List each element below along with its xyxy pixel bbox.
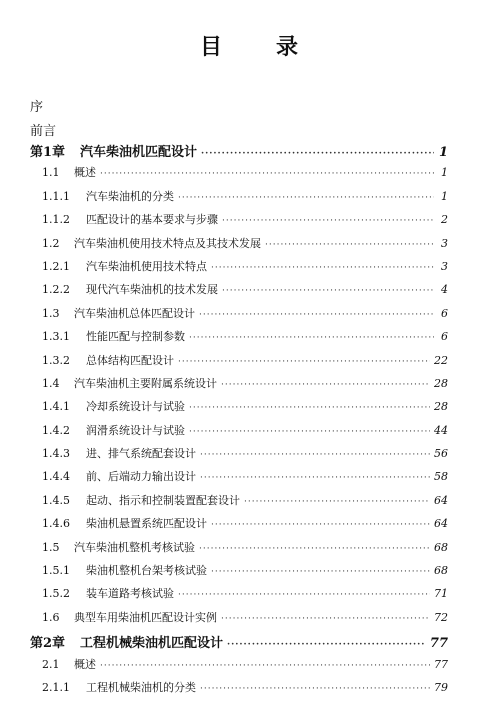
toc-chapter-entry[interactable] [30, 141, 448, 164]
toc-dot-leader [221, 614, 430, 624]
toc-subsection-entry[interactable] [30, 352, 448, 375]
toc-entry-title: 柴油机悬置系统匹配设计 [86, 517, 207, 531]
title-char-1: 目 [199, 34, 222, 60]
toc-entry-number: 1.4.5 [42, 493, 70, 507]
toc-entry-number: 1.5 [42, 540, 60, 554]
toc-entry-page: 22 [434, 353, 448, 367]
toc-entry-page: 68 [434, 540, 448, 554]
toc-entry-title: 汽车柴油机匹配设计 [80, 145, 198, 160]
toc-entry-number: 1.4.2 [42, 423, 70, 437]
toc-entry-page: 72 [434, 610, 448, 624]
toc-dot-leader [100, 661, 430, 671]
toc-entry-title: 进、排气系统配套设计 [86, 447, 196, 461]
toc-entry-page: 1 [441, 166, 448, 180]
toc-entry-page: 44 [434, 423, 448, 437]
toc-section-entry[interactable] [30, 609, 448, 632]
toc-entry-page: 64 [434, 493, 448, 507]
toc-entry-title: 前、后端动力输出设计 [86, 470, 196, 484]
toc-entry-number: 1.5.1 [42, 564, 70, 578]
toc-dot-leader [100, 169, 434, 179]
toc-subsection-entry[interactable] [30, 422, 448, 445]
toc-dot-leader [178, 193, 434, 203]
toc-entry-title: 冷却系统设计与试验 [86, 400, 185, 414]
toc-entry-number: 1.3.1 [42, 330, 70, 344]
toc-entry-number: 1.6 [42, 610, 60, 624]
toc-entry-number: 第2章 [30, 636, 66, 652]
toc-entry-page: 28 [434, 376, 448, 390]
toc-dot-leader [178, 357, 430, 367]
toc-entry-page: 77 [434, 657, 448, 671]
toc-entry-page: 77 [429, 636, 448, 652]
title-char-2: 录 [276, 34, 299, 60]
toc-entry-title: 润滑系统设计与试验 [86, 423, 185, 437]
toc-entry-page: 2 [441, 213, 448, 227]
toc-entry-title: 现代汽车柴油机的技术发展 [86, 283, 218, 297]
toc-dot-leader [227, 640, 426, 650]
toc-entry-number: 1.4.3 [42, 447, 70, 461]
toc-entry-title: 工程机械柴油机的分类 [86, 680, 196, 694]
toc-dot-leader [200, 684, 430, 694]
toc-entry-number: 1.3 [42, 306, 60, 320]
toc-dot-leader [265, 240, 434, 250]
toc-dot-leader [189, 333, 434, 343]
toc-chapter-entry[interactable] [30, 632, 448, 655]
toc-subsection-entry[interactable] [30, 328, 448, 351]
toc-dot-leader [189, 427, 430, 437]
toc-dot-leader [211, 520, 430, 530]
toc-entry-title: 起动、指示和控制装置配套设计 [86, 493, 240, 507]
toc-entry-page: 6 [441, 330, 448, 344]
toc-entry-number: 1.2 [42, 236, 60, 250]
toc-entry-title: 汽车柴油机的分类 [86, 189, 174, 203]
preface-qianyan-entry[interactable]: 前言 [30, 124, 57, 139]
toc-subsection-entry[interactable] [30, 562, 448, 585]
toc-entry-page: 1 [441, 189, 448, 203]
toc-entry-number: 1.2.2 [42, 283, 70, 297]
toc-subsection-entry[interactable] [30, 679, 448, 702]
toc-subsection-entry[interactable] [30, 585, 448, 608]
toc-subsection-entry[interactable] [30, 281, 448, 304]
toc-dot-leader [201, 149, 434, 159]
toc-dot-leader [199, 310, 434, 320]
toc-entry-number: 1.5.2 [42, 587, 70, 601]
toc-dot-leader [222, 286, 434, 296]
toc-entry-number: 2.1 [42, 657, 60, 671]
toc-entry-title: 总体结构匹配设计 [86, 353, 174, 367]
toc-dot-leader [222, 216, 434, 226]
toc-section-entry[interactable] [30, 164, 448, 187]
toc-dot-leader [178, 590, 430, 600]
toc-entry-number: 1.1.1 [42, 189, 70, 203]
toc-entry-page: 71 [434, 587, 448, 601]
toc-entry-number: 1.1.2 [42, 213, 70, 227]
toc-dot-leader [200, 473, 430, 483]
toc-entry-page: 58 [434, 470, 448, 484]
toc-dot-leader [200, 450, 430, 460]
toc-entry-title: 汽车柴油机主要附属系统设计 [74, 376, 217, 390]
toc-section-entry[interactable] [30, 375, 448, 398]
table-of-contents [30, 141, 448, 702]
toc-entry-number: 1.4.1 [42, 400, 70, 414]
preface-xu-entry[interactable]: 序 [30, 100, 44, 115]
toc-section-entry[interactable] [30, 656, 448, 679]
toc-entry-title: 柴油机整机台架考核试验 [86, 564, 207, 578]
toc-entry-page: 79 [434, 680, 448, 694]
toc-entry-title: 汽车柴油机整机考核试验 [74, 540, 195, 554]
toc-dot-leader [189, 403, 430, 413]
toc-entry-title: 典型车用柴油机匹配设计实例 [74, 610, 217, 624]
toc-subsection-entry[interactable] [30, 492, 448, 515]
toc-dot-leader [211, 567, 430, 577]
toc-subsection-entry[interactable] [30, 258, 448, 281]
toc-entry-title: 工程机械柴油机匹配设计 [80, 636, 224, 652]
toc-entry-number: 1.1 [42, 166, 60, 180]
toc-entry-title: 装车道路考核试验 [86, 587, 174, 601]
toc-section-entry[interactable] [30, 235, 448, 258]
toc-dot-leader [244, 497, 430, 507]
toc-entry-title: 汽车柴油机总体匹配设计 [74, 306, 195, 320]
toc-entry-number: 1.4.4 [42, 470, 70, 484]
toc-section-entry[interactable] [30, 539, 448, 562]
toc-subsection-entry[interactable] [30, 515, 448, 538]
toc-entry-title: 概述 [74, 657, 96, 671]
toc-section-entry[interactable] [30, 305, 448, 328]
toc-dot-leader [221, 380, 430, 390]
toc-subsection-entry[interactable] [30, 468, 448, 491]
toc-entry-number: 1.4.6 [42, 517, 70, 531]
toc-entry-page: 3 [441, 259, 448, 273]
toc-entry-page: 4 [441, 283, 448, 297]
toc-entry-number: 第1章 [30, 145, 66, 160]
page-title [0, 30, 498, 61]
toc-entry-page: 28 [434, 400, 448, 414]
toc-subsection-entry[interactable] [30, 188, 448, 211]
toc-dot-leader [199, 544, 430, 554]
toc-entry-number: 2.1.1 [42, 680, 70, 694]
toc-entry-page: 1 [438, 145, 448, 160]
toc-entry-title: 匹配设计的基本要求与步骤 [86, 213, 218, 227]
toc-entry-number: 1.2.1 [42, 259, 70, 273]
toc-entry-page: 3 [441, 236, 448, 250]
toc-entry-title: 汽车柴油机使用技术特点 [86, 259, 207, 273]
toc-entry-page: 6 [441, 306, 448, 320]
toc-subsection-entry[interactable] [30, 445, 448, 468]
toc-entry-number: 1.3.2 [42, 353, 70, 367]
toc-entry-number: 1.4 [42, 376, 60, 390]
toc-subsection-entry[interactable] [30, 211, 448, 234]
toc-entry-title: 汽车柴油机使用技术特点及其技术发展 [74, 236, 261, 250]
toc-subsection-entry[interactable] [30, 398, 448, 421]
toc-entry-page: 68 [434, 564, 448, 578]
toc-entry-page: 64 [434, 517, 448, 531]
toc-entry-title: 性能匹配与控制参数 [86, 330, 185, 344]
toc-entry-title: 概述 [74, 166, 96, 180]
toc-dot-leader [211, 263, 434, 273]
toc-entry-page: 56 [434, 447, 448, 461]
